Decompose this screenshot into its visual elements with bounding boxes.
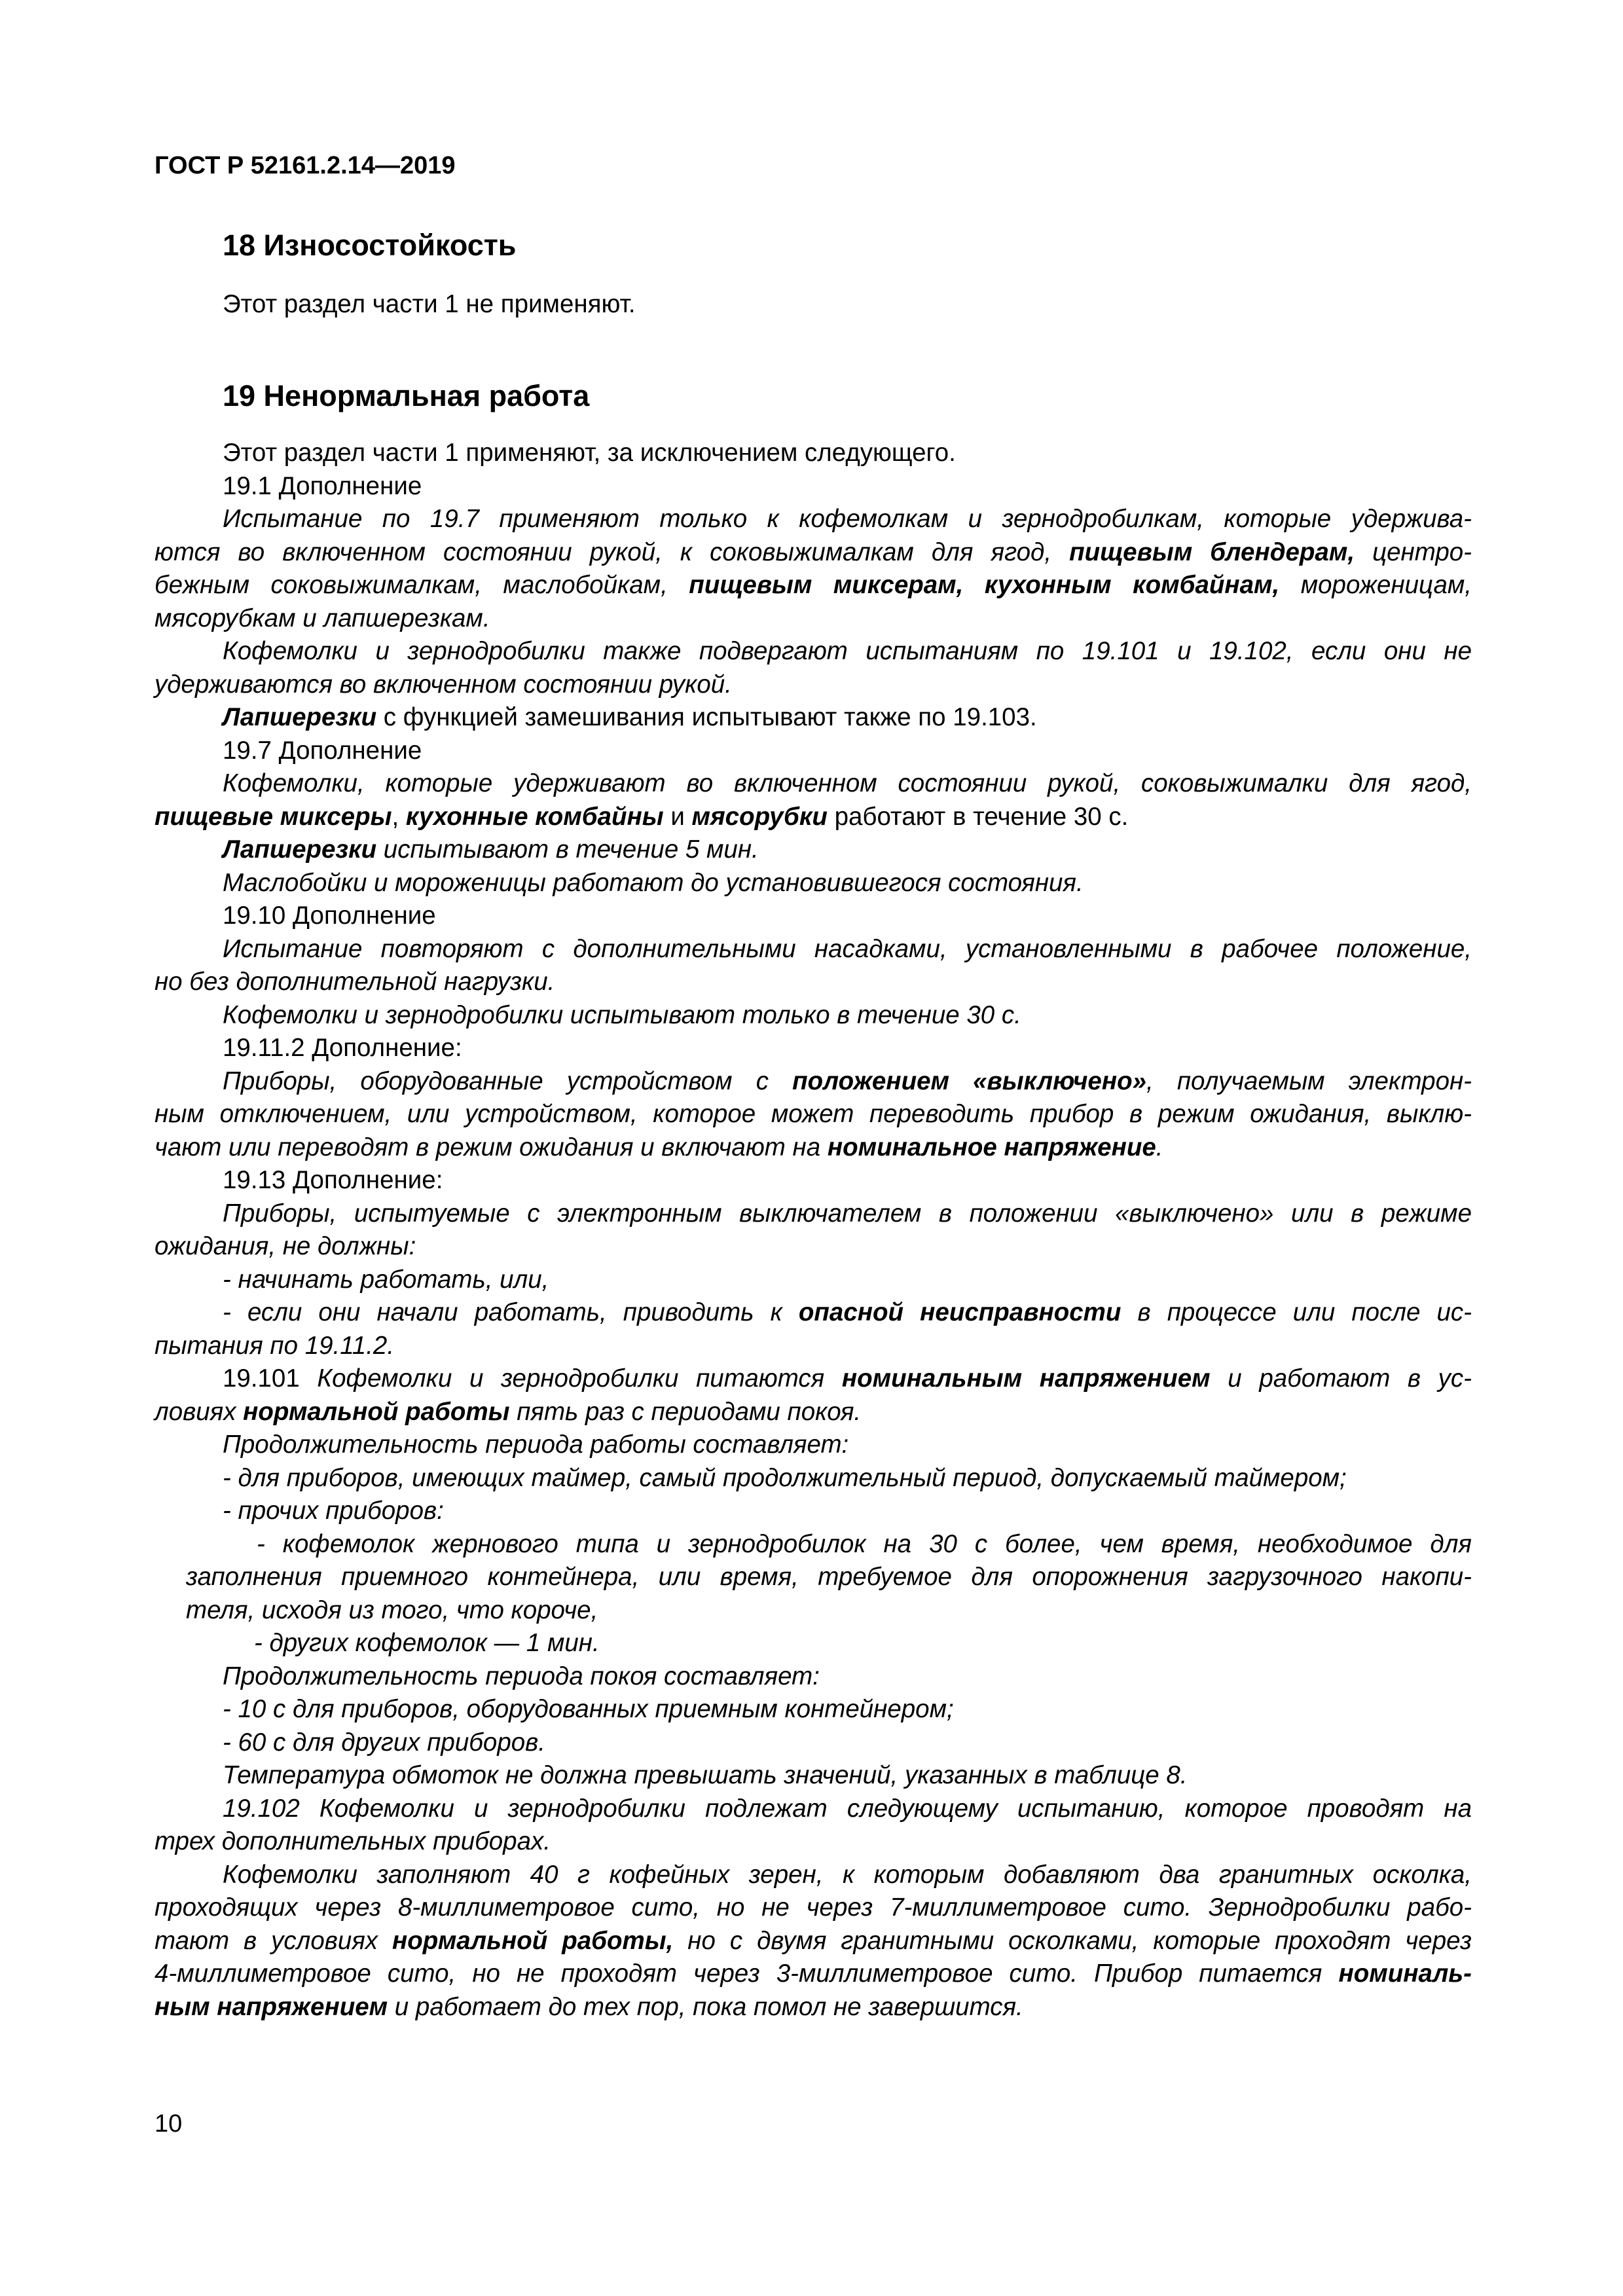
list-item: - если они начали работать, приводить к опасной неисправности в процессе или после ис- <box>223 1298 1472 1326</box>
paragraph-line: ловиях нормальной работы пять раз с периодами покоя. <box>155 1397 862 1426</box>
paragraph-line: Этот раздел части 1 применяют, за исключением следующего. <box>223 439 956 467</box>
paragraph-line: Кофемолки заполняют 40 г кофейных зерен, к которым добавляют два гранитных осколка, <box>223 1860 1472 1889</box>
paragraph-line: ным отключением, или устройством, которое может переводить прибор в режим ожидания, выклю- <box>155 1100 1472 1128</box>
paragraph-line: ным напряжением и работает до тех пор, пока помол не завершится. <box>155 1992 1023 2021</box>
section-19-title: 19 Ненормальная работа <box>223 379 590 412</box>
list-item: - начинать работать, или, <box>223 1265 549 1294</box>
paragraph-line: Испытание по 19.7 применяют только к кофемолкам и зернодробилкам, которые удержива- <box>223 505 1472 533</box>
paragraph-line: Маслобойки и мороженицы работают до установившегося состояния. <box>223 868 1084 897</box>
paragraph-line: чают или переводят в режим ожидания и включают на номинальное напряжение. <box>155 1133 1163 1161</box>
clause-19-101: 19.101 Кофемолки и зернодробилки питаются номинальным напряжением и работают в ус- <box>223 1364 1472 1393</box>
paragraph-line: Температура обмоток не должна превышать значений, указанных в таблице 8. <box>223 1761 1188 1789</box>
paragraph-line: проходящих через 8-миллиметровое сито, но не через 7-миллиметровое сито. Зернодробилки рабо- <box>155 1893 1472 1922</box>
list-item: - прочих приборов: <box>223 1497 444 1525</box>
paragraph-line: тают в условиях нормальной работы, но с двумя гранитными осколками, которые проходят через <box>155 1926 1472 1955</box>
paragraph-line: ожидания, не должны: <box>155 1232 416 1260</box>
clause-19-13: 19.13 Дополнение: <box>223 1166 443 1194</box>
document-header: ГОСТ Р 52161.2.14—2019 <box>155 152 456 179</box>
paragraph-line: Лапшерезки с функцией замешивания испытывают также по 19.103. <box>223 703 1037 731</box>
paragraph-line: Продолжительность периода покоя составляет: <box>223 1662 820 1690</box>
list-item: - кофемолок жернового типа и зернодробилок на 30 с более, чем время, необходимое для <box>257 1529 1472 1558</box>
clause-19-7: 19.7 Дополнение <box>223 736 422 765</box>
clause-19-1: 19.1 Дополнение <box>223 471 422 500</box>
page-number: 10 <box>155 2110 183 2138</box>
list-item: - других кофемолок — 1 мин. <box>254 1629 600 1657</box>
paragraph-line: Кофемолки и зернодробилки испытывают только в течение 30 с. <box>223 1000 1021 1029</box>
paragraph-line: ются во включенном состоянии рукой, к соковыжималкам для ягод, пищевым блендерам, центро- <box>155 538 1472 566</box>
paragraph-line: но без дополнительной нагрузки. <box>155 968 555 996</box>
paragraph-line: Кофемолки, которые удерживают во включенном состоянии рукой, соковыжималки для ягод, <box>223 769 1472 797</box>
paragraph-line: пытания по 19.11.2. <box>155 1331 395 1360</box>
section-18-body <box>155 288 1472 321</box>
paragraph-line: Продолжительность периода работы составляет: <box>223 1430 849 1459</box>
clause-19-11-2: 19.11.2 Дополнение: <box>223 1034 462 1062</box>
paragraph-line: Этот раздел части 1 не применяют. <box>223 290 636 318</box>
clause-19-102: 19.102 Кофемолки и зернодробилки подлежат следующему испытанию, которое проводят на <box>223 1794 1472 1823</box>
section-18-title: 18 Износостойкость <box>223 228 517 262</box>
paragraph-line: бежным соковыжималкам, маслобойкам, пищевым миксерам, кухонным комбайнам, мороженицам, <box>155 571 1472 599</box>
paragraph-line: Испытание повторяют с дополнительными насадками, установленными в рабочее положение, <box>223 934 1472 963</box>
list-item: - 60 с для других приборов. <box>223 1728 545 1757</box>
paragraph-line: трех дополнительных приборах. <box>155 1827 551 1855</box>
clause-19-10: 19.10 Дополнение <box>223 902 436 930</box>
list-item: - 10 с для приборов, оборудованных приемным контейнером; <box>223 1695 954 1723</box>
paragraph-line: Кофемолки и зернодробилки также подвергают испытаниям по 19.101 и 19.102, если они не <box>223 637 1472 665</box>
paragraph-line: теля, исходя из того, что короче, <box>186 1595 598 1624</box>
paragraph-line: заполнения приемного контейнера, или время, требуемое для опорожнения загрузочного накопи- <box>186 1563 1472 1591</box>
paragraph-line: удерживаются во включенном состоянии рукой. <box>155 670 732 699</box>
paragraph-line: мясорубкам и лапшерезкам. <box>155 604 490 632</box>
list-item: - для приборов, имеющих таймер, самый продолжительный период, допускаемый таймером; <box>223 1463 1347 1492</box>
paragraph-line: пищевые миксеры, кухонные комбайны и мясорубки работают в течение 30 с. <box>155 802 1129 831</box>
paragraph-line: Приборы, испытуемые с электронным выключателем в положении «выключено» или в режиме <box>223 1199 1472 1228</box>
paragraph-line: 4-миллиметровое сито, но не проходят через 3-миллиметровое сито. Прибор питается номиналь- <box>155 1959 1472 1988</box>
paragraph-line: Приборы, оборудованные устройством с положением «выключено», получаемым электрон- <box>223 1066 1472 1095</box>
paragraph-line: Лапшерезки испытывают в течение 5 мин. <box>223 835 759 864</box>
section-19-body <box>155 437 1472 2024</box>
